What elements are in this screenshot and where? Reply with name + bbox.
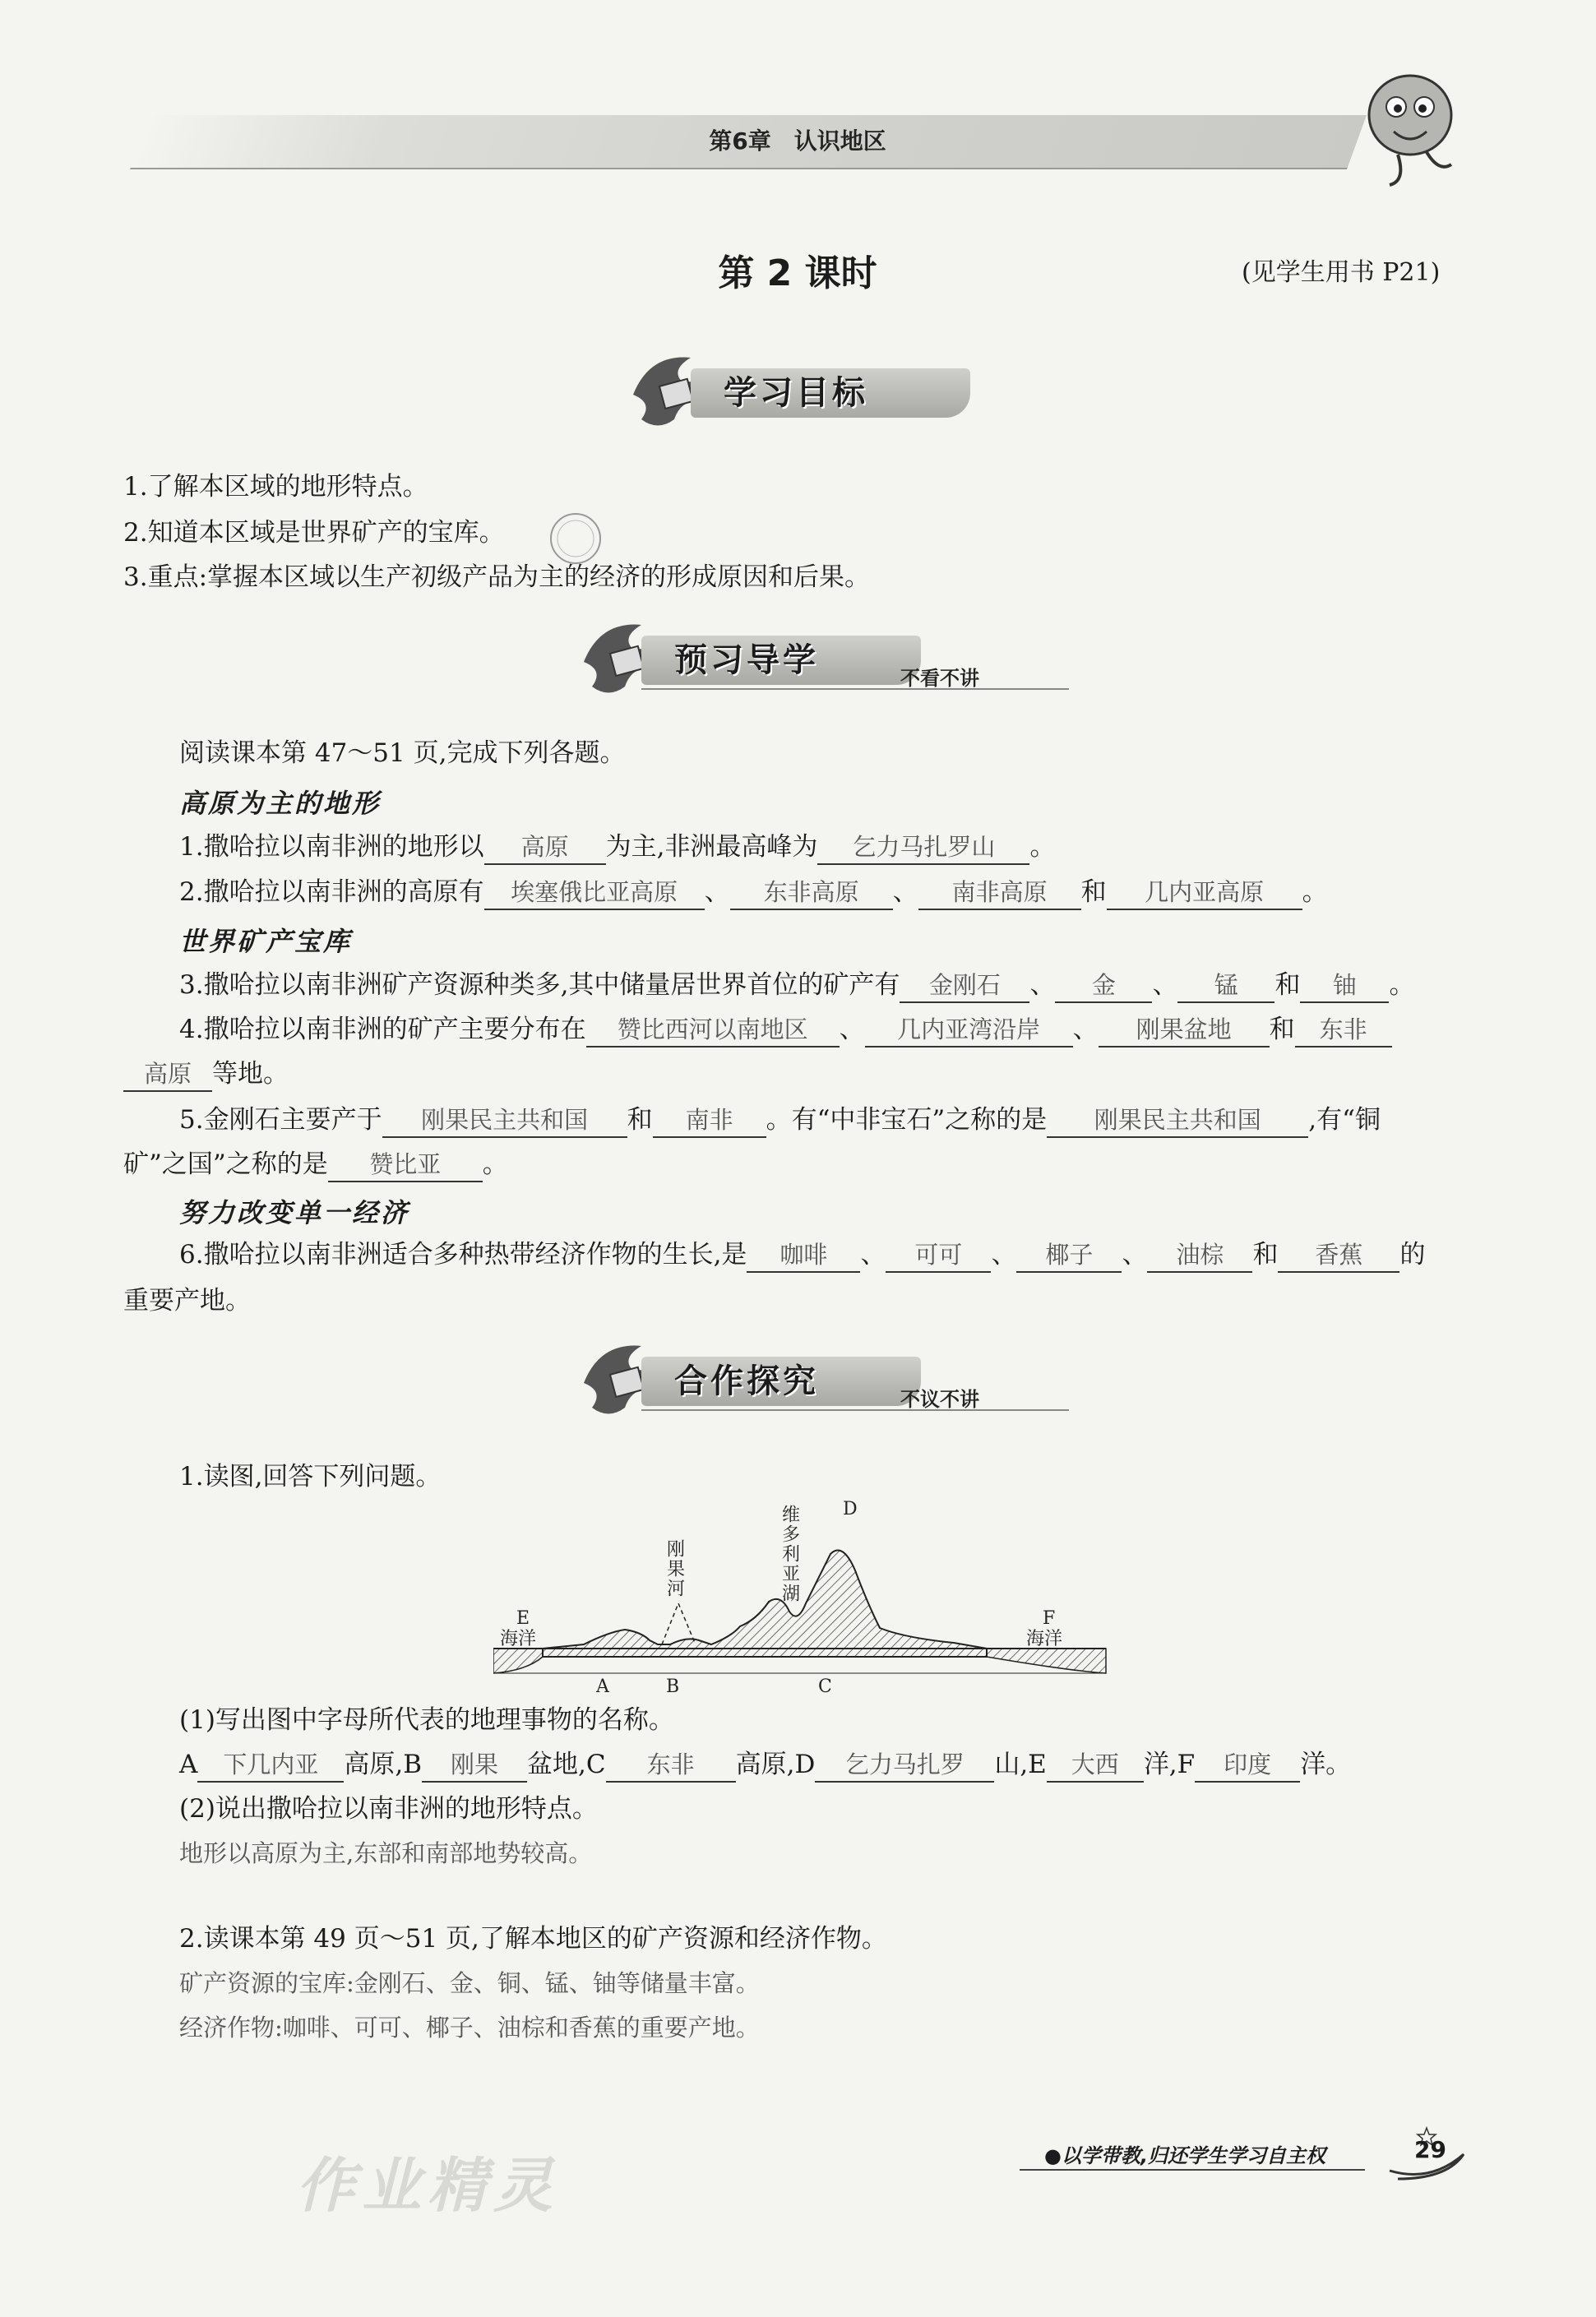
answer-blank: 香蕉 — [1278, 1238, 1399, 1273]
page-number: 29 — [1414, 2136, 1446, 2163]
conjunction: 和 — [1080, 877, 1107, 907]
answer-blank: 埃塞俄比亚高原 — [484, 876, 705, 910]
footer-slogan: ●以学带教,归还学生学习自主权 — [1044, 2144, 1326, 2167]
section-goals-label: 学习目标 — [724, 374, 868, 412]
question-text: 等地。 — [212, 1059, 289, 1089]
answer-blank: 咖啡 — [747, 1238, 860, 1273]
coop-answer-3: 矿产资源的宝库:金刚石、金、铜、锰、铀等储量丰富。 — [179, 1969, 760, 1997]
goal-item: 3.重点:掌握本区域以生产初级产品为主的经济的形成原因和后果。 — [123, 562, 871, 592]
label-ocean-left: 海洋 — [500, 1629, 537, 1649]
label-ocean-right: 海洋 — [1026, 1629, 1063, 1649]
question-text: 为主,非洲最高峰为 — [605, 832, 818, 862]
subhead-minerals: 世界矿产宝库 — [179, 926, 353, 957]
answer-blank: 赞比西河以南地区 — [586, 1013, 840, 1048]
separator: 、 — [704, 877, 730, 907]
goal-item: 2.知道本区域是世界矿产的宝库。 — [123, 518, 505, 548]
section-preview-tag: 不看不讲 — [900, 667, 979, 690]
answer-blank: 印度 — [1195, 1748, 1300, 1783]
answer-blank: 下几内亚 — [197, 1748, 344, 1783]
question-text: A — [179, 1750, 198, 1779]
conjunction: 和 — [1269, 1015, 1295, 1044]
question-4-cont — [123, 1057, 289, 1092]
subhead-economy: 努力改变单一经济 — [179, 1197, 410, 1228]
preview-intro: 阅读课本第 47～51 页,完成下列各题。 — [179, 738, 626, 768]
conjunction: 和 — [1252, 1240, 1279, 1269]
conjunction: 和 — [627, 1105, 653, 1135]
label-F: F — [1043, 1608, 1056, 1629]
answer-blank: 刚果盆地 — [1099, 1013, 1270, 1048]
question-text: 4.撒哈拉以南非洲的矿产主要分布在 — [179, 1015, 586, 1044]
answer-blank: 金刚石 — [900, 969, 1029, 1003]
question-text: 。 — [1302, 877, 1328, 907]
section-preview — [576, 613, 1151, 703]
answer-blank: 刚果民主共和国 — [1047, 1103, 1308, 1138]
question-text: 2.撒哈拉以南非洲的高原有 — [179, 877, 484, 907]
answer-blank: 金 — [1055, 969, 1152, 1003]
question-text: 。有“中非宝石”之称的是 — [766, 1105, 1048, 1135]
section-preview-label: 预习导学 — [674, 641, 819, 679]
answer-blank: 东非 — [606, 1748, 736, 1783]
question-text: 5.金刚石主要产于 — [179, 1105, 382, 1135]
section-coop-tag: 不议不讲 — [900, 1388, 979, 1411]
lesson-title: 第 2 课时 — [718, 252, 877, 294]
answer-blank: 刚果 — [422, 1748, 527, 1783]
answer-blank: 铀 — [1300, 969, 1389, 1003]
watermark: 作业精灵 — [296, 2151, 560, 2220]
separator: 、 — [892, 877, 918, 907]
question-text: 1.撒哈拉以南非洲的地形以 — [179, 832, 484, 862]
question-text: 高原,D — [735, 1750, 816, 1779]
answer-blank: 油棕 — [1147, 1238, 1252, 1273]
question-text: 。 — [482, 1149, 508, 1179]
question-text: 。 — [1029, 832, 1056, 862]
question-text: 高原,B — [344, 1750, 423, 1779]
answer-blank: 大西 — [1047, 1748, 1144, 1783]
terrain-profile-diagram — [493, 1496, 1110, 1702]
label-C: C — [818, 1676, 832, 1697]
question-6-cont: 重要产地。 — [123, 1286, 251, 1316]
question-5-cont — [123, 1148, 508, 1182]
separator: 、 — [1072, 1015, 1099, 1044]
label-D: D — [843, 1499, 858, 1519]
goal-item: 1.了解本区域的地形特点。 — [123, 472, 428, 502]
question-text: 盆地,C — [527, 1750, 606, 1779]
subhead-terrain: 高原为主的地形 — [179, 788, 382, 819]
conjunction: 和 — [1274, 970, 1301, 1000]
coop-answer-line — [179, 1748, 1351, 1783]
label-A: A — [596, 1676, 609, 1697]
answer-blank: 锰 — [1177, 969, 1274, 1003]
separator: 、 — [1152, 970, 1178, 1000]
separator: 、 — [991, 1240, 1017, 1269]
answer-blank: 可可 — [886, 1238, 991, 1273]
coop-question-2: 2.读课本第 49 页～51 页,了解本地区的矿产资源和经济作物。 — [179, 1924, 887, 1954]
answer-blank: 东非 — [1295, 1013, 1392, 1048]
footer-line — [1020, 2169, 1365, 2171]
separator: 、 — [839, 1015, 865, 1044]
question-text: 的 — [1399, 1240, 1426, 1269]
ocean-right — [987, 1649, 1106, 1673]
question-text: 洋,F — [1143, 1750, 1196, 1779]
question-4 — [179, 1013, 1392, 1048]
mascot-icon — [1349, 66, 1472, 189]
answer-blank: 高原 — [123, 1057, 212, 1092]
label-B: B — [666, 1676, 680, 1697]
answer-blank: 几内亚湾沿岸 — [865, 1013, 1073, 1048]
question-text: 6.撒哈拉以南非洲适合多种热带经济作物的生长,是 — [179, 1240, 747, 1269]
question-3 — [179, 969, 1414, 1003]
answer-blank: 高原 — [484, 830, 606, 865]
answer-blank: 南非 — [653, 1103, 766, 1138]
reference-note: (见学生用书 P21) — [1242, 258, 1441, 287]
coop-answer-2: 地形以高原为主,东部和南部地势较高。 — [179, 1839, 593, 1867]
coop-question-1: 1.读图,回答下列问题。 — [179, 1462, 442, 1491]
separator: 、 — [1122, 1240, 1148, 1269]
answer-blank: 南非高原 — [918, 876, 1081, 910]
answer-blank: 椰子 — [1016, 1238, 1122, 1273]
underline — [641, 1409, 1069, 1411]
stamp-seal-icon — [547, 510, 604, 567]
separator: 、 — [860, 1240, 886, 1269]
answer-blank: 东非高原 — [730, 876, 893, 910]
land-profile — [543, 1551, 987, 1658]
coop-sub-2: (2)说出撒哈拉以南非洲的地形特点。 — [179, 1794, 598, 1824]
coop-sub-1: (1)写出图中字母所代表的地理事物的名称。 — [179, 1705, 674, 1735]
underline — [641, 688, 1069, 690]
answer-blank: 乞力马扎罗山 — [817, 830, 1029, 865]
section-coop — [576, 1334, 1151, 1424]
answer-blank: 乞力马扎罗 — [815, 1748, 994, 1783]
question-text: 矿”之国”之称的是 — [123, 1149, 328, 1179]
label-E: E — [516, 1608, 530, 1629]
section-goals — [625, 345, 1200, 436]
label-congo: 刚果河 — [664, 1539, 685, 1598]
label-victoria: 维多利亚湖 — [779, 1505, 800, 1603]
answer-blank: 刚果民主共和国 — [382, 1103, 627, 1138]
chapter-title: 第6章 认识地区 — [709, 127, 886, 155]
question-text: 山,E — [994, 1750, 1047, 1779]
answer-blank: 赞比亚 — [328, 1148, 483, 1182]
question-1 — [179, 830, 1055, 865]
coop-answer-4: 经济作物:咖啡、可可、椰子、油棕和香蕉的重要产地。 — [179, 2014, 760, 2042]
answer-blank: 几内亚高原 — [1107, 876, 1302, 910]
ocean-left — [493, 1649, 543, 1673]
question-text: 。 — [1389, 970, 1415, 1000]
question-5 — [179, 1103, 1381, 1138]
question-2 — [179, 876, 1328, 910]
question-6 — [179, 1238, 1425, 1273]
question-text: 3.撒哈拉以南非洲矿产资源种类多,其中储量居世界首位的矿产有 — [179, 970, 900, 1000]
question-text: ,有“铜 — [1308, 1105, 1381, 1135]
question-text: 洋。 — [1300, 1750, 1352, 1779]
section-coop-label: 合作探究 — [674, 1362, 819, 1400]
separator: 、 — [1029, 970, 1056, 1000]
